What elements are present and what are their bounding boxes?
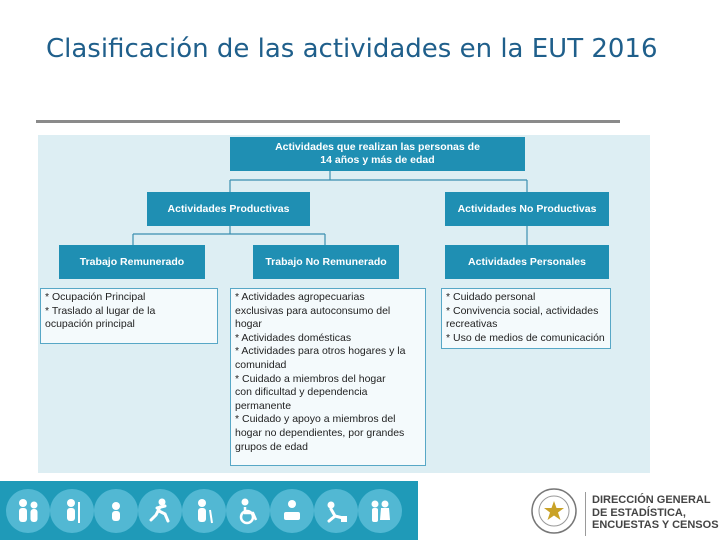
personal-activities-list — [441, 288, 611, 349]
personal-activities-box: Actividades Personales — [445, 245, 609, 279]
child-icon — [94, 489, 138, 533]
list-item: recreativas — [446, 318, 498, 331]
institution-name-line3: ENCUESTAS Y CENSOS — [592, 519, 719, 531]
cleaning-icon — [50, 489, 94, 533]
list-item: permanente — [235, 399, 292, 412]
list-item: * Cuidado personal — [446, 291, 536, 303]
non-productive-box: Actividades No Productivas — [445, 192, 609, 226]
footer-figures-band — [0, 481, 418, 540]
couple-icon — [358, 489, 402, 533]
elderly-icon — [182, 489, 226, 533]
list-item: ocupación principal — [45, 318, 135, 331]
institution-name-line1: DIRECCIÓN GENERAL — [592, 494, 711, 506]
list-item: grupos de edad — [235, 440, 308, 453]
wheelchair-icon — [226, 489, 270, 533]
government-seal-icon — [530, 487, 578, 535]
productive-box: Actividades Productivas — [147, 192, 310, 226]
list-item: hogar — [235, 318, 262, 331]
root-box — [230, 137, 525, 171]
list-item: comunidad — [235, 358, 287, 371]
list-item: * Uso de medios de comunicación — [446, 331, 605, 344]
unpaid-work-list — [230, 288, 426, 466]
unpaid-work-box: Trabajo No Remunerado — [253, 245, 399, 279]
logo-separator — [585, 492, 586, 536]
paid-work-box: Trabajo Remunerado — [59, 245, 205, 279]
list-item: * Actividades domésticas — [235, 331, 352, 344]
list-item: * Ocupación Principal — [45, 291, 146, 303]
list-item: * Cuidado a miembros del hogar — [235, 372, 386, 385]
slide-title: Clasificación de las actividades en la EUT 2016 — [46, 34, 658, 64]
gardening-icon — [314, 489, 358, 533]
list-item: hogar no dependientes, por grandes — [235, 426, 405, 439]
list-item: * Actividades agropecuarias — [235, 291, 365, 303]
paid-work-list — [40, 288, 218, 344]
institution-name — [592, 494, 719, 532]
list-item: * Actividades para otros hogares y la — [235, 345, 406, 358]
list-item: con dificultad y dependencia — [235, 386, 368, 399]
root-line2: 14 años y más de edad — [320, 154, 435, 166]
title-divider — [36, 120, 620, 123]
root-line1: Actividades que realizan las personas de — [275, 141, 480, 153]
reading-icon — [270, 489, 314, 533]
list-item: exclusivas para autoconsumo del — [235, 304, 391, 317]
running-icon — [138, 489, 182, 533]
institution-name-line2: DE ESTADÍSTICA, — [592, 506, 686, 519]
family-icon — [6, 489, 50, 533]
list-item: * Cuidado y apoyo a miembros del — [235, 413, 396, 426]
list-item: * Traslado al lugar de la — [45, 304, 156, 317]
list-item: * Convivencia social, actividades — [446, 304, 599, 317]
